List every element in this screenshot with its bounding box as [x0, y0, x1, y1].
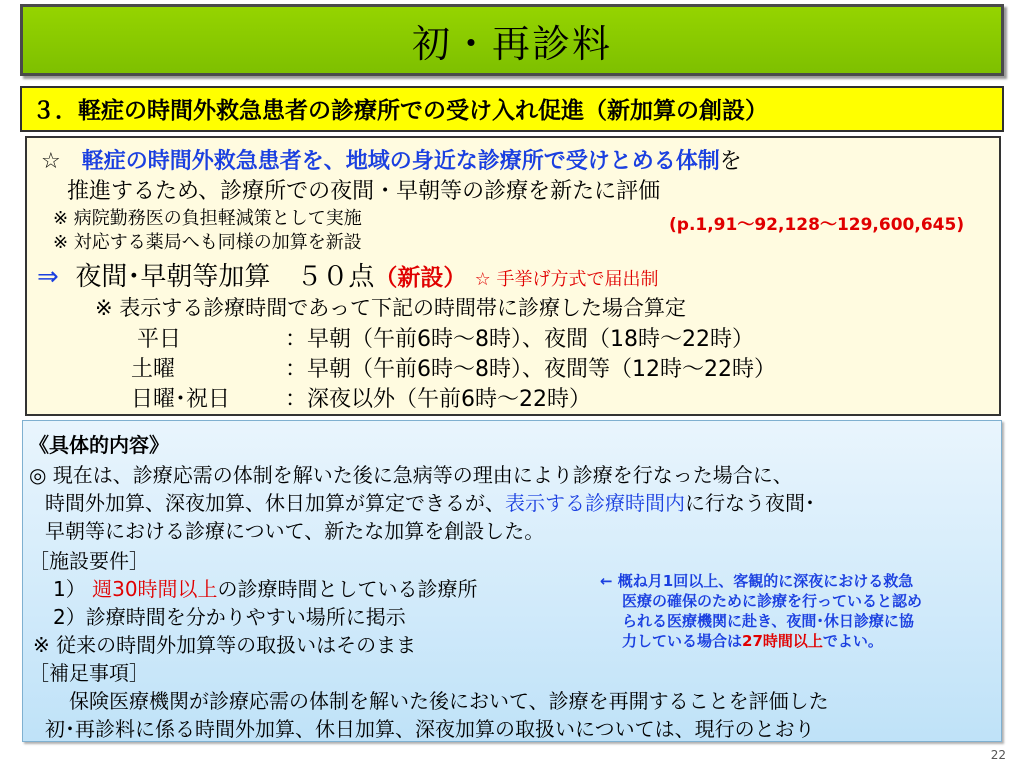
arrow-right-icon: ⇒: [37, 262, 59, 292]
addition-line: [37, 256, 658, 293]
summary-box: [25, 136, 1001, 416]
addition-new-badge: （新設）: [374, 265, 467, 291]
side-note-line-2: 医療の確保のために診療を行っていると認め: [622, 592, 923, 610]
page-title: 初・再診料: [411, 21, 612, 66]
side-note-emphasis: 27時間以上: [742, 632, 823, 650]
schedule-hours-weekday: ：早朝（午前6時～8時）、夜間（18時～22時）: [285, 327, 754, 352]
title-bar: [20, 4, 1004, 76]
section-subtitle: ３．軽症の時間外救急患者の診療所での受け入れ促進（新加算の創設）: [32, 98, 768, 124]
details-line-2-b: に行なう夜間･: [685, 491, 815, 515]
details-emphasis: 表示する診療時間内: [505, 491, 685, 515]
facility-heading: ［施設要件］: [29, 549, 149, 573]
side-note-line-3: られる医療機関に赴き、夜間･休日診療に協: [622, 612, 914, 630]
summary-line-1: [41, 144, 742, 175]
schedule-hours-saturday: ：早朝（午前6時～8時）、夜間等（12時～22時）: [285, 357, 776, 382]
details-box: [22, 420, 1002, 742]
requirement-note: ※ 従来の時間外加算等の取扱いはそのまま: [33, 633, 417, 657]
addition-note: ☆ 手挙げ方式で届出制: [474, 269, 659, 290]
supplement-heading: ［補足事項］: [29, 661, 149, 685]
schedule-day-weekday: 平日: [137, 327, 182, 352]
side-note-line-4-a: 力している場合は: [622, 632, 743, 650]
supplement-line-1: 保険医療機関が診療応需の体制を解いた後において、診療を再開することを評価した: [69, 689, 829, 713]
requirement-1-rest: の診療時間としている診療所: [217, 577, 478, 601]
summary-emphasis: 軽症の時間外救急患者を、地域の身近な診療所で受けとめる体制: [81, 149, 720, 174]
requirement-1-num: 1）: [53, 577, 86, 601]
supplement-line-2: 初･再診料に係る時間外加算、休日加算、深夜加算の取扱いについては、現行のとおり: [45, 717, 815, 741]
details-line-2-a: 時間外加算、深夜加算、休日加算が算定できるが、: [45, 491, 505, 515]
side-note: [600, 571, 1000, 651]
note-pharmacy: ※ 対応する薬局へも同様の加算を新設: [53, 232, 362, 253]
details-line-2: [45, 487, 815, 516]
addition-name: 夜間･早朝等加算 ５０点: [75, 262, 375, 292]
details-line-3: 早朝等における診療について、新たな加算を創設した。: [45, 519, 545, 543]
subtitle-bar: [20, 86, 1004, 132]
details-heading: 《具体的内容》: [29, 433, 169, 457]
requirement-2: 2）診療時間を分かりやすい場所に掲示: [53, 605, 406, 629]
requirement-1: [53, 573, 478, 602]
side-note-line-4-b: でよい。: [822, 632, 883, 650]
requirement-1-emphasis: 週30時間以上: [92, 577, 218, 601]
display-note: ※ 表示する診療時間であって下記の時間帯に診療した場合算定: [95, 296, 687, 320]
schedule-day-saturday: 土曜: [131, 357, 176, 382]
page-number: 22: [990, 748, 1006, 762]
schedule-hours-holiday: ：深夜以外（午前6時～22時）: [285, 387, 591, 412]
note-hospital: ※ 病院勤務医の負担軽減策として実施: [53, 208, 362, 229]
summary-line-2: 推進するため、診療所での夜間・早朝等の診療を新たに評価: [67, 179, 661, 204]
summary-line-1-end: を: [719, 149, 742, 174]
star-icon: ☆: [41, 149, 61, 174]
schedule-day-holiday: 日曜･祝日: [131, 387, 231, 412]
details-line-1: ◎ 現在は、診療応需の体制を解いた後に急病等の理由により診療を行なった場合に、: [29, 463, 793, 487]
page-reference: (p.1,91～92,128～129,600,645): [669, 215, 965, 235]
side-note-line-1: ← 概ね月1回以上、客観的に深夜における救急: [600, 572, 914, 590]
side-note-line-4: [600, 631, 1000, 651]
